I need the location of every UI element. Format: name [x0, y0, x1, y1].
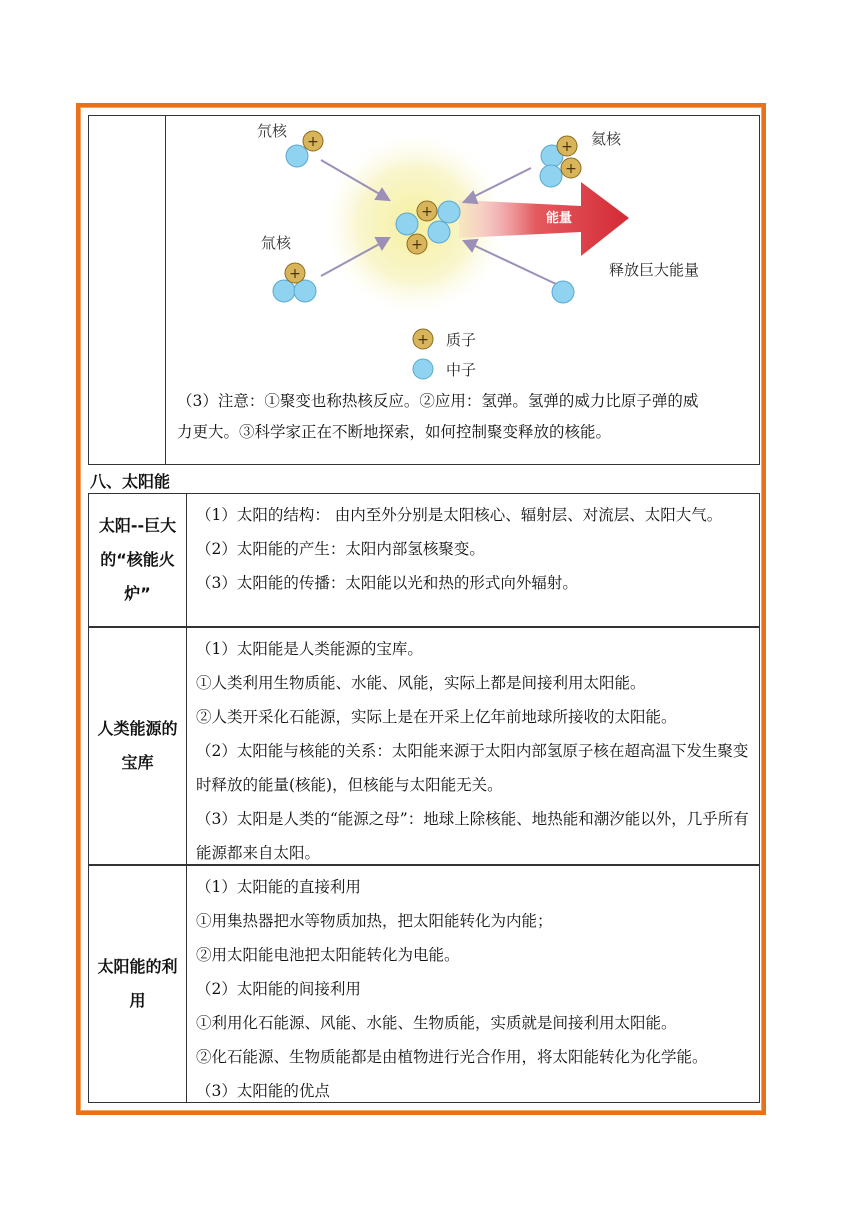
table-row-core	[88, 493, 760, 627]
helium-label: 氦核	[591, 130, 622, 148]
deuterium-label-bottom: 氚核	[261, 234, 292, 252]
content-line: ②化石能源、生物质能都是由植物进行光合作用，将太阳能转化为化学能。	[196, 1048, 708, 1066]
content-line: （3）太阳是人类的“能源之母”：地球上除核能、地热能和潮汐能以外，几乎所有能源都来自太阳。	[196, 810, 749, 862]
content-line: （1）太阳的结构： 由内至外分别是太阳核心、辐射层、对流层、太阳大气。	[196, 506, 723, 524]
release-label: 释放巨大能量	[609, 261, 700, 279]
content-line: （2）太阳能与核能的关系：太阳能来源于太阳内部氢原子核在超高温下发生聚变时释放的能量(核能)，但核能与太阳能无关。	[196, 742, 749, 794]
fusion-note-line1: （3）注意：①聚变也称热核反应。②应用：氢弹。氢弹的威力比原子弹的威	[177, 392, 699, 410]
legend	[413, 329, 476, 379]
svg-text:+: +	[411, 237, 423, 253]
column-divider	[186, 866, 187, 1102]
content-line: ①人类利用生物质能、水能、风能，实际上都是间接利用太阳能。	[196, 674, 646, 692]
legend-neutron-swatch	[413, 359, 433, 379]
svg-text:+: +	[417, 332, 429, 348]
energy-label: 能量	[546, 210, 573, 225]
neutron	[540, 165, 562, 187]
svg-text:+: +	[289, 266, 301, 282]
column-divider	[186, 494, 187, 626]
helium-nucleus	[540, 136, 581, 187]
neutron	[286, 145, 308, 167]
neutron	[273, 280, 295, 302]
legend-proton-label: 质子	[446, 331, 477, 349]
row-content	[196, 870, 753, 1108]
content-line: （3）太阳能的优点	[196, 1082, 330, 1100]
row-content	[196, 498, 753, 600]
section-heading: 八、太阳能	[90, 472, 171, 491]
neutron	[396, 213, 418, 235]
document-frame	[76, 103, 766, 1115]
table-row-utilization	[88, 865, 760, 1103]
table-row-treasury	[88, 627, 760, 865]
fusion-diagram	[171, 116, 731, 386]
deuterium-nucleus-top	[286, 131, 323, 167]
content-line: （1）太阳能的直接利用	[196, 878, 361, 896]
fusion-note-line2: 力更大。③科学家正在不断地探索，如何控制聚变释放的核能。	[177, 423, 612, 441]
content-line: （1）太阳能是人类能源的宝库。	[196, 640, 423, 658]
fusion-table	[88, 115, 760, 465]
svg-text:+: +	[561, 139, 573, 155]
frame-inner	[86, 113, 756, 1105]
svg-text:+: +	[421, 204, 433, 220]
neutron	[294, 280, 316, 302]
neutron	[428, 221, 450, 243]
content-line: （2）太阳能的产生：太阳内部氢核聚变。	[196, 540, 485, 558]
tritium-nucleus	[273, 263, 316, 302]
content-line: ②用太阳能电池把太阳能转化为电能。	[196, 946, 460, 964]
row-content	[196, 632, 753, 870]
content-line: （3）太阳能的传播：太阳能以光和热的形式向外辐射。	[196, 574, 578, 592]
content-line: （2）太阳能的间接利用	[196, 980, 361, 998]
neutron	[438, 201, 460, 223]
svg-text:+: +	[307, 134, 319, 150]
content-line: ②人类开采化石能源，实际上是在开采上亿年前地球所接收的太阳能。	[196, 708, 677, 726]
column-divider	[186, 628, 187, 864]
legend-neutron-label: 中子	[446, 361, 477, 379]
content-line: ①用集热器把水等物质加热，把太阳能转化为内能；	[196, 912, 553, 930]
deuterium-label-top: 氘核	[257, 122, 288, 140]
fusion-note	[177, 386, 757, 448]
svg-text:+: +	[565, 161, 577, 177]
content-line: ①利用化石能源、风能、水能、生物质能，实质就是间接利用太阳能。	[196, 1014, 677, 1032]
row-label: 人类能源的宝库	[97, 719, 178, 772]
row-label: 太阳能的利用	[97, 957, 178, 1010]
column-divider	[165, 116, 166, 464]
free-neutron	[552, 281, 574, 303]
row-label: 太阳--巨大的“核能火炉”	[98, 516, 177, 603]
